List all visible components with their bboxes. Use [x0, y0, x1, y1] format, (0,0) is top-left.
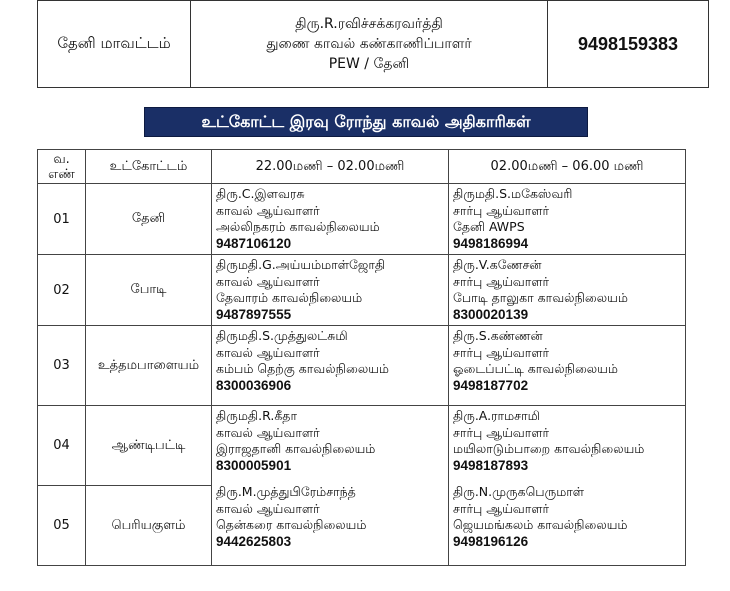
- table-row: [38, 326, 686, 406]
- officer-station: ஜெயமங்கலம் காவல்நிலையம்: [453, 517, 628, 532]
- header-subdivision: உட்கோட்டம்: [86, 150, 212, 184]
- officer-station: இராஜதானி காவல்நிலையம்: [216, 441, 376, 456]
- header-shift2: 02.00மணி – 06.00 மணி: [449, 150, 686, 184]
- officer-station: மயிலாடும்பாறை காவல்நிலையம்: [453, 441, 645, 456]
- senior-officer-name: திரு.R.ரவிச்சக்கரவர்த்தி: [295, 16, 443, 32]
- officer-rank: காவல் ஆய்வாளர்: [216, 273, 320, 289]
- officer-name: திருமதி.S.முத்துலட்சுமி: [216, 328, 348, 343]
- shift1-officer: [212, 326, 449, 406]
- row-subdivision: தேனி: [86, 184, 212, 255]
- officer-station: தேனி AWPS: [453, 219, 525, 234]
- row-sno: 03: [38, 326, 86, 406]
- district-name: தேனி மாவட்டம்: [38, 1, 191, 87]
- row-subdivision: உத்தமபாளையம்: [86, 326, 212, 406]
- officer-phone: 9442625803: [216, 533, 292, 549]
- table-header-row: [38, 150, 686, 184]
- senior-officer: [191, 1, 548, 87]
- row-sno: 04: [38, 406, 86, 486]
- officer-rank: காவல் ஆய்வாளர்: [216, 500, 320, 516]
- shift2-officers-rows-4-5: [449, 406, 686, 566]
- officer-name: திரு.N.முருகபெருமாள்: [453, 484, 585, 499]
- officer-phone: 8300005901: [216, 457, 292, 473]
- officer-rank: சார்பு ஆய்வாளர்: [453, 344, 550, 360]
- officer-phone: 8300036906: [216, 377, 292, 393]
- officer-rank: காவல் ஆய்வாளர்: [216, 202, 320, 218]
- table-row: [38, 184, 686, 255]
- officer-name: திரு.S.கண்ணன்: [453, 328, 543, 343]
- night-patrol-table: [37, 149, 686, 566]
- row-sno: 01: [38, 184, 86, 255]
- row-subdivision: போடி: [86, 255, 212, 326]
- officer-name: திருமதி.S.மகேஸ்வரி: [453, 186, 573, 201]
- officer-name: திருமதி.R.கீதா: [216, 408, 297, 423]
- row-subdivision: ஆண்டிபட்டி: [86, 406, 212, 486]
- row-subdivision: பெரியகுளம்: [86, 486, 212, 566]
- officer-phone: 8300020139: [453, 306, 529, 322]
- page-title: உட்கோட்ட இரவு ரோந்து காவல் அதிகாரிகள்: [144, 107, 588, 137]
- officer-name: திரு.V.கணேசன்: [453, 257, 542, 272]
- officer-station: போடி தாலுகா காவல்நிலையம்: [453, 290, 628, 305]
- header-box: [37, 0, 709, 88]
- officer-phone: 9487106120: [216, 235, 292, 251]
- officer-station: தேவாரம் காவல்நிலையம்: [216, 290, 363, 305]
- officer-phone: 9498186994: [453, 235, 529, 251]
- officer-station: ஓடைப்பட்டி காவல்நிலையம்: [453, 361, 618, 376]
- table-row: [38, 255, 686, 326]
- officer-rank: சார்பு ஆய்வாளர்: [453, 202, 550, 218]
- shift2-officer: [449, 255, 686, 326]
- row-sno: 02: [38, 255, 86, 326]
- officer-station: தென்கரை காவல்நிலையம்: [216, 517, 367, 532]
- senior-officer-phone: 9498159383: [577, 33, 679, 54]
- shift2-officer: [449, 184, 686, 255]
- shift2-officer: [449, 326, 686, 406]
- officer-name: திரு.A.ராமசாமி: [453, 408, 540, 423]
- officer-station: கம்பம் தெற்கு காவல்நிலையம்: [216, 361, 389, 376]
- officer-phone: 9487897555: [216, 306, 292, 322]
- officer-name: திரு.C.இளவரசு: [216, 186, 305, 201]
- shift1-officer: [212, 255, 449, 326]
- officer-name: திரு.M.முத்துபிரேம்சாந்த்: [216, 484, 356, 499]
- officer-phone: 9498196126: [453, 533, 529, 549]
- officer-rank: காவல் ஆய்வாளர்: [216, 344, 320, 360]
- row-sno: 05: [38, 486, 86, 566]
- senior-officer-rank: துணை காவல் கண்காணிப்பாளர்: [266, 36, 472, 52]
- table-row: [38, 406, 686, 486]
- shift1-officers-rows-4-5: [212, 406, 449, 566]
- officer-rank: சார்பு ஆய்வாளர்: [453, 424, 550, 440]
- officer-rank: காவல் ஆய்வாளர்: [216, 424, 320, 440]
- shift1-officer: [212, 184, 449, 255]
- officer-name: திருமதி.G.அய்யம்மாள்ஜோதி: [216, 257, 386, 272]
- officer-phone: 9498187893: [453, 457, 529, 473]
- officer-station: அல்லிநகரம் காவல்நிலையம்: [216, 219, 380, 234]
- officer-rank: சார்பு ஆய்வாளர்: [453, 500, 550, 516]
- officer-phone: 9498187702: [453, 377, 529, 393]
- senior-officer-unit: PEW / தேனி: [328, 56, 410, 72]
- header-shift1: 22.00மணி – 02.00மணி: [212, 150, 449, 184]
- header-sno: வ. எண்: [38, 150, 86, 184]
- officer-rank: சார்பு ஆய்வாளர்: [453, 273, 550, 289]
